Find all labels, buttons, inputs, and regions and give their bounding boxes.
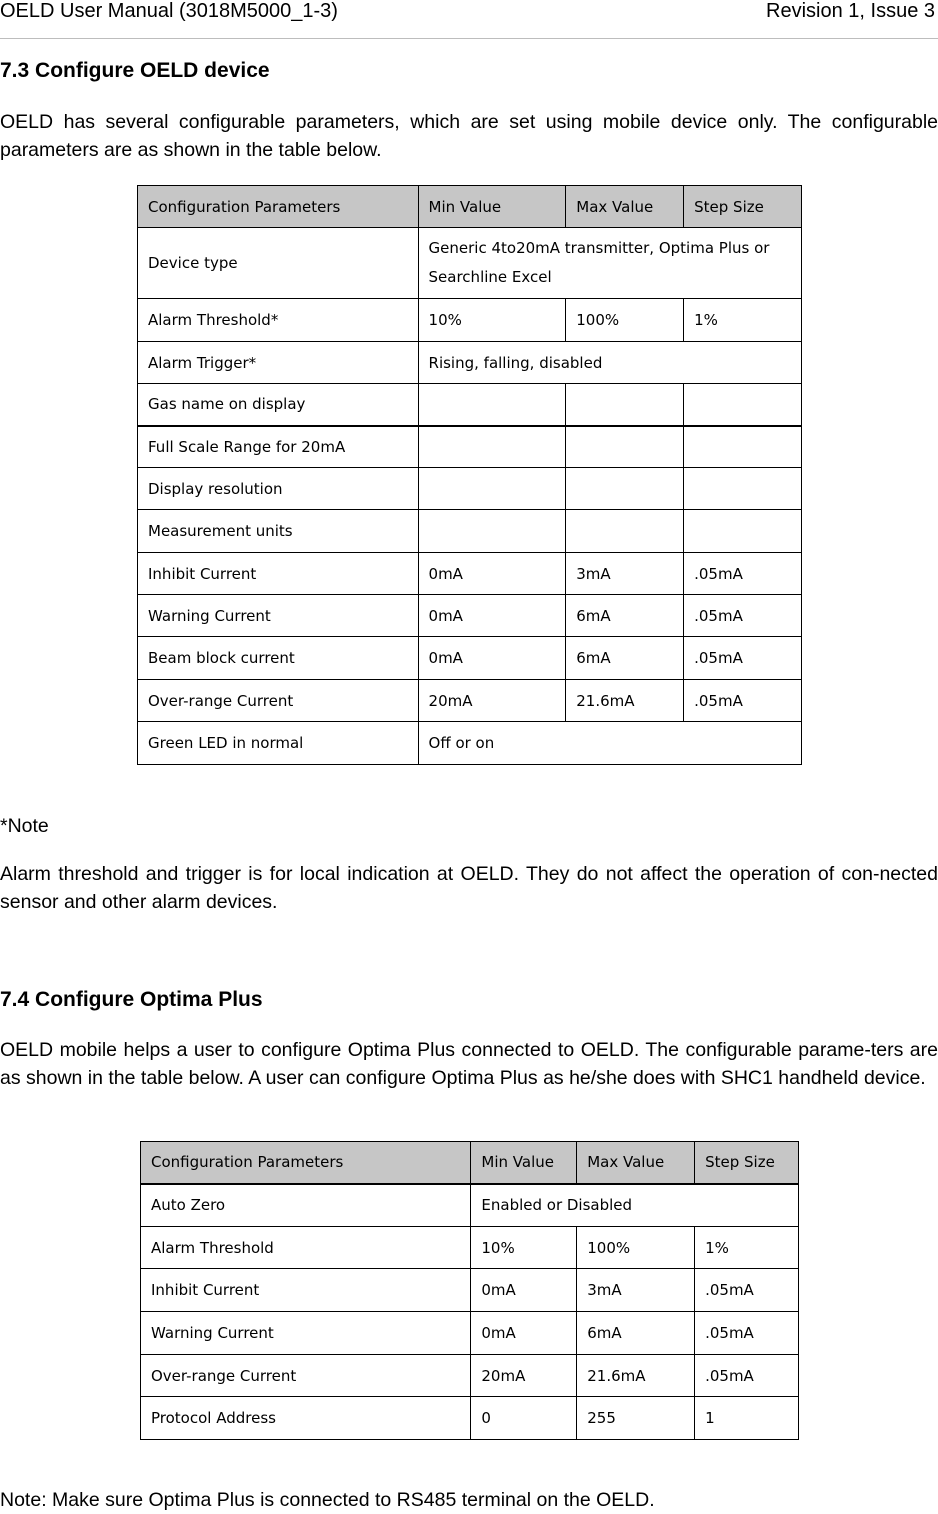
document-title: OELD User Manual (3018M5000_1-3) [0,0,338,22]
column-header: Max Value [577,1142,695,1184]
note-label: *Note [0,815,49,837]
param-cell: Inhibit Current [138,553,419,595]
max-cell: 21.6mA [566,680,684,722]
max-cell: 3mA [566,553,684,595]
param-cell: Warning Current [138,595,419,637]
table-row [138,426,802,468]
min-cell [418,468,566,510]
step-cell: .05mA [684,553,802,595]
param-cell: Alarm Threshold* [138,299,419,342]
column-header: Min Value [418,186,566,228]
table-header-row [138,186,802,228]
section-heading-7-4: 7.4 Configure Optima Plus [0,988,263,1011]
header-divider [0,38,938,39]
step-cell [684,468,802,510]
param-cell: Alarm Threshold [141,1227,471,1269]
table-row [138,637,802,680]
table-row [141,1355,799,1397]
param-cell: Measurement units [138,510,419,553]
min-cell [418,384,566,426]
note-text: Alarm threshold and trigger is for local indication at OELD. They do not affect the operation of con-nected sensor and other alarm devices. [0,863,938,913]
section-heading-7-3: 7.3 Configure OELD device [0,59,270,82]
min-cell: 10% [418,299,566,342]
param-cell: Auto Zero [141,1184,471,1227]
column-header: Min Value [471,1142,577,1184]
table-header-row [141,1142,799,1184]
min-cell: 0 [471,1397,577,1440]
min-cell: 0mA [418,637,566,680]
min-cell: 0mA [418,595,566,637]
max-cell: 255 [577,1397,695,1440]
value-span-cell: Off or on [418,722,801,765]
min-cell [418,426,566,468]
param-cell: Full Scale Range for 20mA [138,426,419,468]
footer-note: Note: Make sure Optima Plus is connected to RS485 terminal on the OELD. [0,1489,655,1511]
step-cell [684,384,802,426]
value-span-cell: Enabled or Disabled [471,1184,799,1227]
revision-label: Revision 1, Issue 3 [766,0,935,22]
max-cell: 100% [577,1227,695,1269]
param-cell: Over-range Current [138,680,419,722]
param-cell: Inhibit Current [141,1269,471,1312]
step-cell: .05mA [684,637,802,680]
section-7-3-intro: OELD has several configurable parameters, which are set using mobile device only. The configurable parameters are as shown in the table below. [0,111,938,161]
column-header: Max Value [566,186,684,228]
step-cell: 1 [695,1397,799,1440]
step-cell [684,426,802,468]
param-cell: Beam block current [138,637,419,680]
param-cell: Alarm Trigger* [138,342,419,384]
min-cell: 0mA [471,1312,577,1355]
table-row [138,680,802,722]
step-cell [684,510,802,553]
param-cell: Warning Current [141,1312,471,1355]
max-cell [566,468,684,510]
step-cell: .05mA [695,1312,799,1355]
max-cell: 100% [566,299,684,342]
table-row [138,228,802,299]
table-row [141,1269,799,1312]
max-cell: 21.6mA [577,1355,695,1397]
param-cell: Display resolution [138,468,419,510]
step-cell: .05mA [684,595,802,637]
param-cell: Gas name on display [138,384,419,426]
step-cell: 1% [695,1227,799,1269]
table-row [141,1184,799,1227]
max-cell [566,510,684,553]
step-cell: .05mA [695,1355,799,1397]
param-cell: Over-range Current [141,1355,471,1397]
table-row [138,299,802,342]
step-cell: .05mA [684,680,802,722]
max-cell: 3mA [577,1269,695,1312]
min-cell: 20mA [471,1355,577,1397]
table-row [138,468,802,510]
min-cell: 0mA [418,553,566,595]
param-cell: Green LED in normal [138,722,419,765]
max-cell: 6mA [566,637,684,680]
step-cell: .05mA [695,1269,799,1312]
table-row [138,510,802,553]
value-span-cell: Rising, falling, disabled [418,342,801,384]
param-cell: Device type [138,228,419,299]
oeld-config-table [137,185,802,765]
table-row [141,1397,799,1440]
table-row [138,384,802,426]
table-row [141,1227,799,1269]
table-row [138,595,802,637]
table-row [138,342,802,384]
column-header: Step Size [695,1142,799,1184]
param-cell: Protocol Address [141,1397,471,1440]
max-cell [566,426,684,468]
max-cell: 6mA [566,595,684,637]
column-header: Configuration Parameters [141,1142,471,1184]
section-7-4-intro: OELD mobile helps a user to configure Optima Plus connected to OELD. The configurable parame-ters are as shown in the table below. A user can configure Optima Plus as he/she does with SHC1 handheld device. [0,1039,938,1089]
min-cell: 0mA [471,1269,577,1312]
column-header: Configuration Parameters [138,186,419,228]
optima-config-table [140,1141,799,1440]
min-cell: 10% [471,1227,577,1269]
max-cell [566,384,684,426]
max-cell: 6mA [577,1312,695,1355]
value-span-cell: Generic 4to20mA transmitter, Optima Plus or Searchline Excel [418,228,801,299]
column-header: Step Size [684,186,802,228]
step-cell: 1% [684,299,802,342]
table-row [138,553,802,595]
min-cell [418,510,566,553]
min-cell: 20mA [418,680,566,722]
table-row [141,1312,799,1355]
table-row [138,722,802,765]
